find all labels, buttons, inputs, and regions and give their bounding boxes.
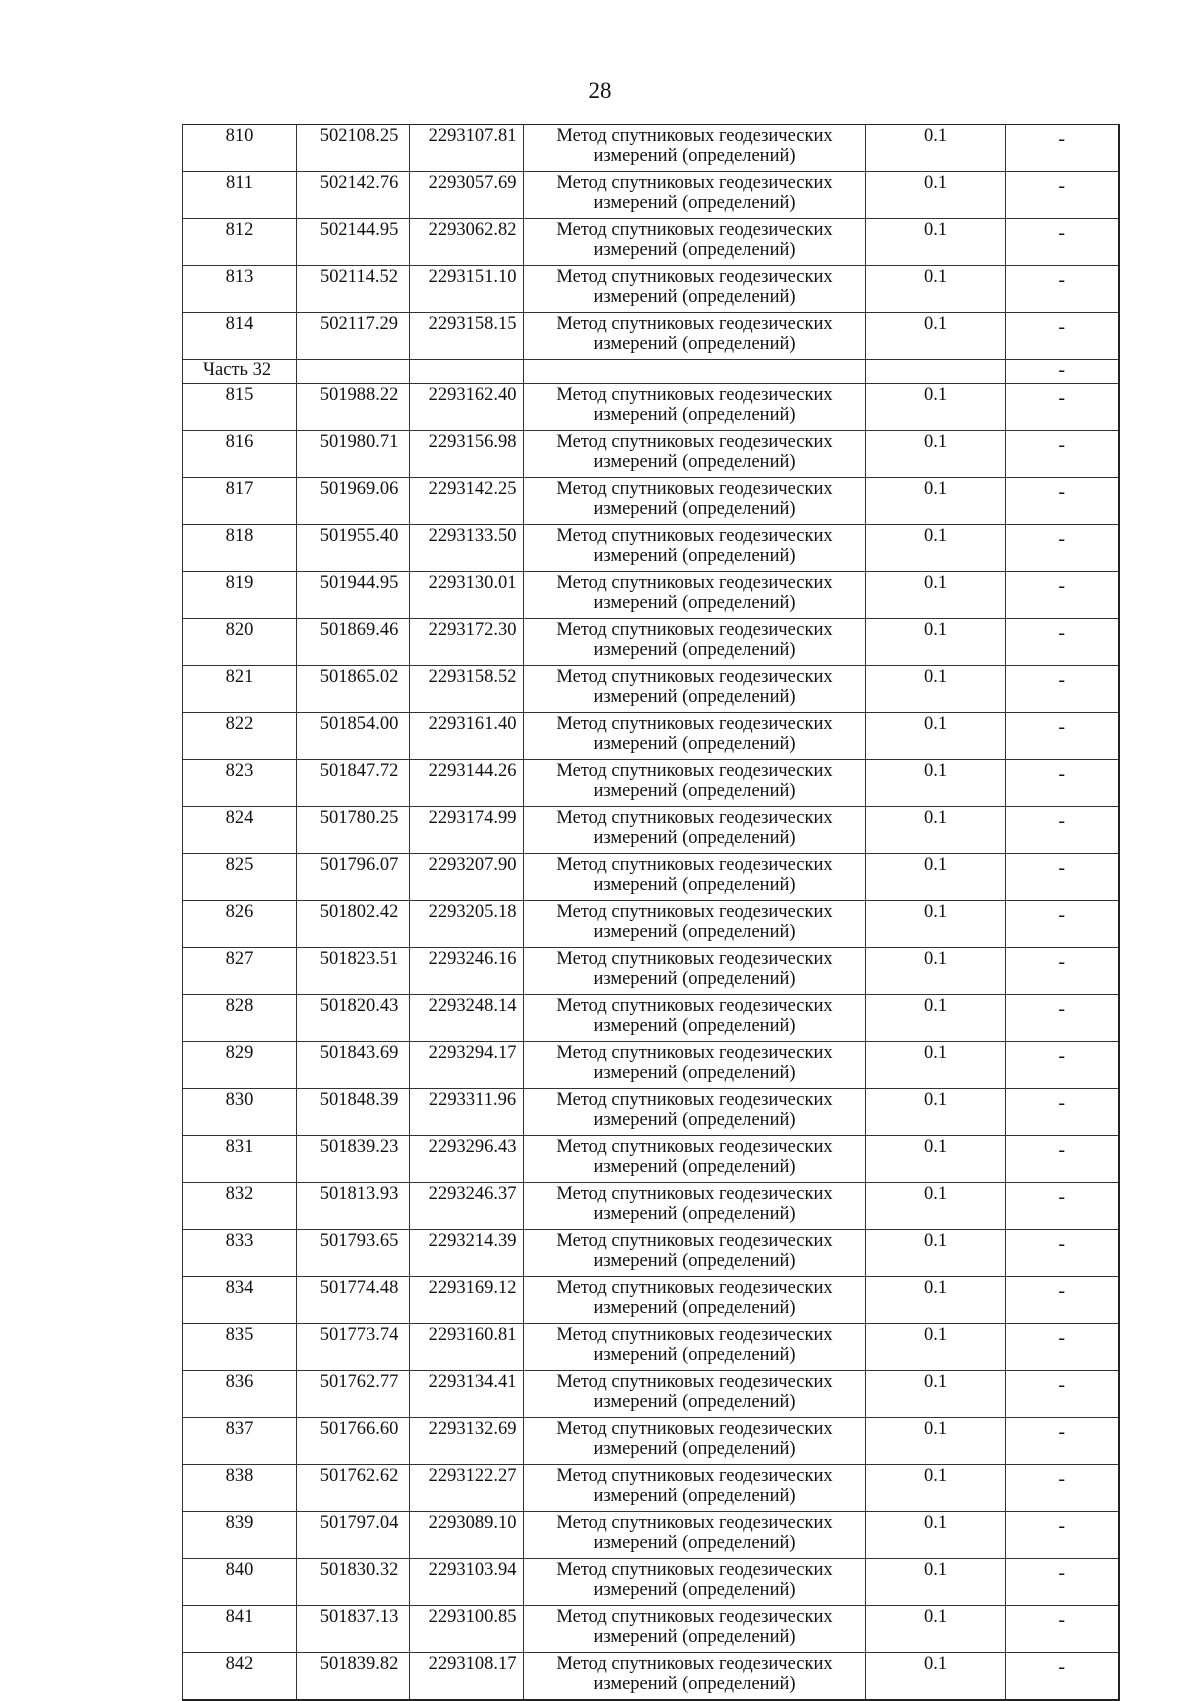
method-cell: Метод спутниковых геодезических измерений (определений) — [524, 431, 866, 478]
point-number-cell: 817 — [183, 478, 297, 525]
accuracy-cell: 0.1 — [866, 807, 1006, 854]
method-cell: Метод спутниковых геодезических измерений (определений) — [524, 666, 866, 713]
extra-cell: - — [1006, 384, 1119, 431]
method-cell: Метод спутниковых геодезических измерений (определений) — [524, 478, 866, 525]
point-number-cell: 826 — [183, 901, 297, 948]
x-coordinate-cell: 501837.13 — [297, 1606, 410, 1653]
table-row — [183, 431, 1119, 478]
table-row — [183, 1606, 1119, 1653]
table-row — [183, 1559, 1119, 1606]
extra-cell: - — [1006, 125, 1119, 172]
point-number-cell: 829 — [183, 1042, 297, 1089]
x-coordinate-cell: 501944.95 — [297, 572, 410, 619]
table-row — [183, 219, 1119, 266]
point-number-cell: 815 — [183, 384, 297, 431]
accuracy-cell: 0.1 — [866, 995, 1006, 1042]
accuracy-cell: 0.1 — [866, 619, 1006, 666]
x-coordinate-cell: 502117.29 — [297, 313, 410, 360]
x-coordinate-cell: 501969.06 — [297, 478, 410, 525]
method-cell: Метод спутниковых геодезических измерений (определений) — [524, 1089, 866, 1136]
table-row — [183, 854, 1119, 901]
y-coordinate-cell: 2293214.39 — [410, 1230, 524, 1277]
accuracy-cell: 0.1 — [866, 1371, 1006, 1418]
point-number-cell: 824 — [183, 807, 297, 854]
method-cell: Метод спутниковых геодезических измерений (определений) — [524, 266, 866, 313]
method-cell: Метод спутниковых геодезических измерений (определений) — [524, 995, 866, 1042]
table-row — [183, 478, 1119, 525]
y-coordinate-cell: 2293132.69 — [410, 1418, 524, 1465]
y-coordinate-cell: 2293207.90 — [410, 854, 524, 901]
point-number-cell: 827 — [183, 948, 297, 995]
x-coordinate-cell: 501762.77 — [297, 1371, 410, 1418]
table-row — [183, 1089, 1119, 1136]
table-row — [183, 1512, 1119, 1559]
accuracy-cell: 0.1 — [866, 525, 1006, 572]
coordinates-table — [182, 124, 1120, 1701]
table-row — [183, 760, 1119, 807]
point-number-cell: 823 — [183, 760, 297, 807]
point-number-cell: 833 — [183, 1230, 297, 1277]
extra-cell: - — [1006, 1183, 1119, 1230]
extra-cell: - — [1006, 760, 1119, 807]
section-label-cell: Часть 32 — [183, 360, 297, 384]
extra-cell: - — [1006, 1089, 1119, 1136]
point-number-cell: 837 — [183, 1418, 297, 1465]
accuracy-cell — [866, 360, 1006, 384]
y-coordinate-cell: 2293144.26 — [410, 760, 524, 807]
method-cell: Метод спутниковых геодезических измерений (определений) — [524, 572, 866, 619]
extra-cell: - — [1006, 666, 1119, 713]
method-cell: Метод спутниковых геодезических измерений (определений) — [524, 1653, 866, 1701]
accuracy-cell: 0.1 — [866, 1324, 1006, 1371]
x-coordinate-cell: 501980.71 — [297, 431, 410, 478]
point-number-cell: 842 — [183, 1653, 297, 1701]
method-cell: Метод спутниковых геодезических измерений (определений) — [524, 313, 866, 360]
method-cell: Метод спутниковых геодезических измерений (определений) — [524, 1324, 866, 1371]
extra-cell: - — [1006, 1465, 1119, 1512]
accuracy-cell: 0.1 — [866, 219, 1006, 266]
x-coordinate-cell: 501823.51 — [297, 948, 410, 995]
method-cell: Метод спутниковых геодезических измерений (определений) — [524, 1371, 866, 1418]
point-number-cell: 828 — [183, 995, 297, 1042]
accuracy-cell: 0.1 — [866, 713, 1006, 760]
method-cell: Метод спутниковых геодезических измерений (определений) — [524, 525, 866, 572]
y-coordinate-cell: 2293122.27 — [410, 1465, 524, 1512]
point-number-cell: 840 — [183, 1559, 297, 1606]
accuracy-cell: 0.1 — [866, 313, 1006, 360]
extra-cell: - — [1006, 948, 1119, 995]
y-coordinate-cell: 2293172.30 — [410, 619, 524, 666]
y-coordinate-cell: 2293160.81 — [410, 1324, 524, 1371]
table-row — [183, 995, 1119, 1042]
accuracy-cell: 0.1 — [866, 1512, 1006, 1559]
table-row — [183, 1183, 1119, 1230]
method-cell: Метод спутниковых геодезических измерений (определений) — [524, 901, 866, 948]
accuracy-cell: 0.1 — [866, 1042, 1006, 1089]
point-number-cell: 822 — [183, 713, 297, 760]
point-number-cell: 820 — [183, 619, 297, 666]
accuracy-cell: 0.1 — [866, 1277, 1006, 1324]
x-coordinate-cell: 501813.93 — [297, 1183, 410, 1230]
accuracy-cell: 0.1 — [866, 1418, 1006, 1465]
extra-cell: - — [1006, 1136, 1119, 1183]
point-number-cell: 836 — [183, 1371, 297, 1418]
table-row — [183, 619, 1119, 666]
x-coordinate-cell: 501865.02 — [297, 666, 410, 713]
y-coordinate-cell: 2293107.81 — [410, 125, 524, 172]
extra-cell: - — [1006, 1277, 1119, 1324]
x-coordinate-cell: 501955.40 — [297, 525, 410, 572]
y-coordinate-cell: 2293134.41 — [410, 1371, 524, 1418]
x-coordinate-cell: 501869.46 — [297, 619, 410, 666]
y-coordinate-cell: 2293246.37 — [410, 1183, 524, 1230]
y-coordinate-cell: 2293133.50 — [410, 525, 524, 572]
point-number-cell: 841 — [183, 1606, 297, 1653]
x-coordinate-cell: 501830.32 — [297, 1559, 410, 1606]
accuracy-cell: 0.1 — [866, 1606, 1006, 1653]
extra-cell: - — [1006, 713, 1119, 760]
extra-cell: - — [1006, 619, 1119, 666]
x-coordinate-cell: 501839.23 — [297, 1136, 410, 1183]
y-coordinate-cell: 2293142.25 — [410, 478, 524, 525]
y-coordinate-cell: 2293089.10 — [410, 1512, 524, 1559]
extra-cell: - — [1006, 313, 1119, 360]
extra-cell: - — [1006, 266, 1119, 313]
extra-cell: - — [1006, 478, 1119, 525]
method-cell: Метод спутниковых геодезических измерений (определений) — [524, 1277, 866, 1324]
method-cell: Метод спутниковых геодезических измерений (определений) — [524, 854, 866, 901]
point-number-cell: 814 — [183, 313, 297, 360]
extra-cell: - — [1006, 431, 1119, 478]
y-coordinate-cell: 2293151.10 — [410, 266, 524, 313]
y-coordinate-cell: 2293162.40 — [410, 384, 524, 431]
point-number-cell: 818 — [183, 525, 297, 572]
x-coordinate-cell — [297, 360, 410, 384]
method-cell: Метод спутниковых геодезических измерений (определений) — [524, 619, 866, 666]
y-coordinate-cell: 2293311.96 — [410, 1089, 524, 1136]
method-cell: Метод спутниковых геодезических измерений (определений) — [524, 1512, 866, 1559]
section-row — [183, 360, 1119, 384]
table-row — [183, 525, 1119, 572]
table-row — [183, 172, 1119, 219]
point-number-cell: 812 — [183, 219, 297, 266]
y-coordinate-cell: 2293108.17 — [410, 1653, 524, 1701]
extra-cell: - — [1006, 1559, 1119, 1606]
table-row — [183, 572, 1119, 619]
y-coordinate-cell: 2293156.98 — [410, 431, 524, 478]
point-number-cell: 811 — [183, 172, 297, 219]
x-coordinate-cell: 501796.07 — [297, 854, 410, 901]
y-coordinate-cell — [410, 360, 524, 384]
table-row — [183, 1653, 1119, 1701]
table-row — [183, 1136, 1119, 1183]
point-number-cell: 830 — [183, 1089, 297, 1136]
extra-cell: - — [1006, 525, 1119, 572]
y-coordinate-cell: 2293174.99 — [410, 807, 524, 854]
x-coordinate-cell: 501843.69 — [297, 1042, 410, 1089]
y-coordinate-cell: 2293296.43 — [410, 1136, 524, 1183]
extra-cell: - — [1006, 1418, 1119, 1465]
x-coordinate-cell: 502108.25 — [297, 125, 410, 172]
accuracy-cell: 0.1 — [866, 1089, 1006, 1136]
table-row — [183, 1324, 1119, 1371]
y-coordinate-cell: 2293246.16 — [410, 948, 524, 995]
method-cell: Метод спутниковых геодезических измерений (определений) — [524, 1183, 866, 1230]
accuracy-cell: 0.1 — [866, 1136, 1006, 1183]
table-row — [183, 1230, 1119, 1277]
point-number-cell: 825 — [183, 854, 297, 901]
table-row — [183, 1042, 1119, 1089]
point-number-cell: 839 — [183, 1512, 297, 1559]
extra-cell: - — [1006, 1230, 1119, 1277]
method-cell — [524, 360, 866, 384]
x-coordinate-cell: 501839.82 — [297, 1653, 410, 1701]
x-coordinate-cell: 501762.62 — [297, 1465, 410, 1512]
accuracy-cell: 0.1 — [866, 572, 1006, 619]
y-coordinate-cell: 2293103.94 — [410, 1559, 524, 1606]
y-coordinate-cell: 2293169.12 — [410, 1277, 524, 1324]
y-coordinate-cell: 2293130.01 — [410, 572, 524, 619]
method-cell: Метод спутниковых геодезических измерений (определений) — [524, 219, 866, 266]
x-coordinate-cell: 501988.22 — [297, 384, 410, 431]
accuracy-cell: 0.1 — [866, 125, 1006, 172]
accuracy-cell: 0.1 — [866, 1183, 1006, 1230]
x-coordinate-cell: 501802.42 — [297, 901, 410, 948]
extra-cell: - — [1006, 572, 1119, 619]
extra-cell: - — [1006, 1653, 1119, 1701]
table-row — [183, 313, 1119, 360]
table-row — [183, 948, 1119, 995]
table-row — [183, 807, 1119, 854]
table-row — [183, 266, 1119, 313]
x-coordinate-cell: 502114.52 — [297, 266, 410, 313]
point-number-cell: 832 — [183, 1183, 297, 1230]
y-coordinate-cell: 2293057.69 — [410, 172, 524, 219]
method-cell: Метод спутниковых геодезических измерений (определений) — [524, 948, 866, 995]
x-coordinate-cell: 501847.72 — [297, 760, 410, 807]
point-number-cell: 835 — [183, 1324, 297, 1371]
extra-cell: - — [1006, 1324, 1119, 1371]
table-row — [183, 666, 1119, 713]
x-coordinate-cell: 501774.48 — [297, 1277, 410, 1324]
accuracy-cell: 0.1 — [866, 760, 1006, 807]
extra-cell: - — [1006, 1512, 1119, 1559]
point-number-cell: 834 — [183, 1277, 297, 1324]
accuracy-cell: 0.1 — [866, 266, 1006, 313]
x-coordinate-cell: 501820.43 — [297, 995, 410, 1042]
x-coordinate-cell: 501848.39 — [297, 1089, 410, 1136]
method-cell: Метод спутниковых геодезических измерений (определений) — [524, 125, 866, 172]
accuracy-cell: 0.1 — [866, 1230, 1006, 1277]
accuracy-cell: 0.1 — [866, 431, 1006, 478]
method-cell: Метод спутниковых геодезических измерений (определений) — [524, 1606, 866, 1653]
y-coordinate-cell: 2293158.15 — [410, 313, 524, 360]
extra-cell: - — [1006, 1371, 1119, 1418]
table-row — [183, 384, 1119, 431]
table-row — [183, 1371, 1119, 1418]
table-row — [183, 1465, 1119, 1512]
page-number: 28 — [588, 78, 612, 103]
point-number-cell: 819 — [183, 572, 297, 619]
method-cell: Метод спутниковых геодезических измерений (определений) — [524, 760, 866, 807]
x-coordinate-cell: 502142.76 — [297, 172, 410, 219]
table-row — [183, 125, 1119, 172]
point-number-cell: 821 — [183, 666, 297, 713]
extra-cell: - — [1006, 995, 1119, 1042]
point-number-cell: 813 — [183, 266, 297, 313]
accuracy-cell: 0.1 — [866, 384, 1006, 431]
method-cell: Метод спутниковых геодезических измерений (определений) — [524, 1136, 866, 1183]
table-row — [183, 713, 1119, 760]
x-coordinate-cell: 501854.00 — [297, 713, 410, 760]
accuracy-cell: 0.1 — [866, 1559, 1006, 1606]
extra-cell: - — [1006, 901, 1119, 948]
point-number-cell: 831 — [183, 1136, 297, 1183]
table-row — [183, 901, 1119, 948]
extra-cell: - — [1006, 1042, 1119, 1089]
method-cell: Метод спутниковых геодезических измерений (определений) — [524, 1465, 866, 1512]
point-number-cell: 838 — [183, 1465, 297, 1512]
y-coordinate-cell: 2293161.40 — [410, 713, 524, 760]
point-number-cell: 810 — [183, 125, 297, 172]
extra-cell: - — [1006, 854, 1119, 901]
accuracy-cell: 0.1 — [866, 854, 1006, 901]
accuracy-cell: 0.1 — [866, 1653, 1006, 1701]
method-cell: Метод спутниковых геодезических измерений (определений) — [524, 713, 866, 760]
extra-cell: - — [1006, 219, 1119, 266]
extra-cell: - — [1006, 172, 1119, 219]
extra-cell: - — [1006, 807, 1119, 854]
coordinates-table-body — [183, 125, 1119, 1701]
x-coordinate-cell: 501793.65 — [297, 1230, 410, 1277]
method-cell: Метод спутниковых геодезических измерений (определений) — [524, 172, 866, 219]
x-coordinate-cell: 501766.60 — [297, 1418, 410, 1465]
table-row — [183, 1277, 1119, 1324]
x-coordinate-cell: 501773.74 — [297, 1324, 410, 1371]
x-coordinate-cell: 501797.04 — [297, 1512, 410, 1559]
y-coordinate-cell: 2293158.52 — [410, 666, 524, 713]
accuracy-cell: 0.1 — [866, 666, 1006, 713]
accuracy-cell: 0.1 — [866, 172, 1006, 219]
table-row — [183, 1418, 1119, 1465]
method-cell: Метод спутниковых геодезических измерений (определений) — [524, 1230, 866, 1277]
accuracy-cell: 0.1 — [866, 478, 1006, 525]
method-cell: Метод спутниковых геодезических измерений (определений) — [524, 1042, 866, 1089]
extra-cell: - — [1006, 360, 1119, 384]
y-coordinate-cell: 2293205.18 — [410, 901, 524, 948]
y-coordinate-cell: 2293100.85 — [410, 1606, 524, 1653]
y-coordinate-cell: 2293294.17 — [410, 1042, 524, 1089]
method-cell: Метод спутниковых геодезических измерений (определений) — [524, 1418, 866, 1465]
method-cell: Метод спутниковых геодезических измерений (определений) — [524, 384, 866, 431]
extra-cell: - — [1006, 1606, 1119, 1653]
accuracy-cell: 0.1 — [866, 948, 1006, 995]
y-coordinate-cell: 2293062.82 — [410, 219, 524, 266]
point-number-cell: 816 — [183, 431, 297, 478]
y-coordinate-cell: 2293248.14 — [410, 995, 524, 1042]
x-coordinate-cell: 501780.25 — [297, 807, 410, 854]
method-cell: Метод спутниковых геодезических измерений (определений) — [524, 1559, 866, 1606]
accuracy-cell: 0.1 — [866, 901, 1006, 948]
method-cell: Метод спутниковых геодезических измерений (определений) — [524, 807, 866, 854]
accuracy-cell: 0.1 — [866, 1465, 1006, 1512]
x-coordinate-cell: 502144.95 — [297, 219, 410, 266]
